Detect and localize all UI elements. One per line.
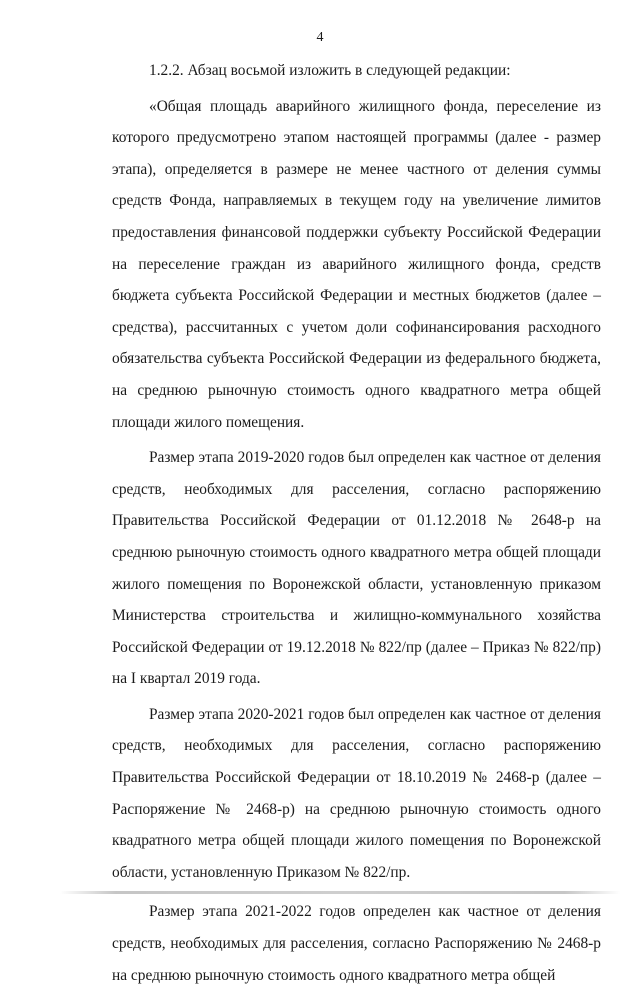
paragraph-stage-2019-2020: Размер этапа 2019-2020 годов был определен как частное от деления средств, необходимых для расселения, согласно распоряжению Правительства Российской Федерации от 01.12.2018 № 2648-р на среднюю рыночную стоимость одного квадратного метра общей площади жилого помещения по Воронежской области, установленную приказом Министерства строительства и жилищно-коммунального хозяйства Российской Федерации от 19.12.2018 № 822/пр (далее – Приказ № 822/пр) на I квартал 2019 года. <box>112 449 601 688</box>
paragraph-stage-2021-2022: Размер этапа 2021-2022 годов определен как частное от деления средств, необходимых для расселения, согласно Распоряжению № 2468-р на среднюю рыночную стоимость одного квадратного метра общей <box>112 903 601 984</box>
document-body <box>112 55 601 991</box>
paragraph-total-area-definition: «Общая площадь аварийного жилищного фонда, переселение из которого предусмотрено этапом настоящей программы (далее - размер этапа), определяется в размере не менее частного от деления суммы средств Фонда, направляемых в текущем году на увеличение лимитов предоставления финансовой поддержки субъекту Российской Федерации на переселение граждан из аварийного жилищного фонда, средств бюджета субъекта Российской Федерации и местных бюджетов (далее – средства), рассчитанных с учетом доли софинансирования расходного обязательства субъекта Российской Федерации из федерального бюджета, на среднюю рыночную стоимость одного квадратного метра общей площади жилого помещения. <box>112 97 601 431</box>
page-number: 4 <box>316 30 324 45</box>
scan-edge-smudge <box>60 891 620 894</box>
paragraph-stage-2020-2021: Размер этапа 2020-2021 годов был определен как частное от деления средств, необходимых для расселения, согласно распоряжению Правительства Российской Федерации от 18.10.2019 № 2468-р (далее – Распоряжение № 2468-р) на среднюю рыночную стоимость одного квадратного метра общей площади жилого помещения по Воронежской области, установленную Приказом № 822/пр. <box>112 705 601 881</box>
paragraph-amendment-intro: 1.2.2. Абзац восьмой изложить в следующей редакции: <box>149 62 511 79</box>
